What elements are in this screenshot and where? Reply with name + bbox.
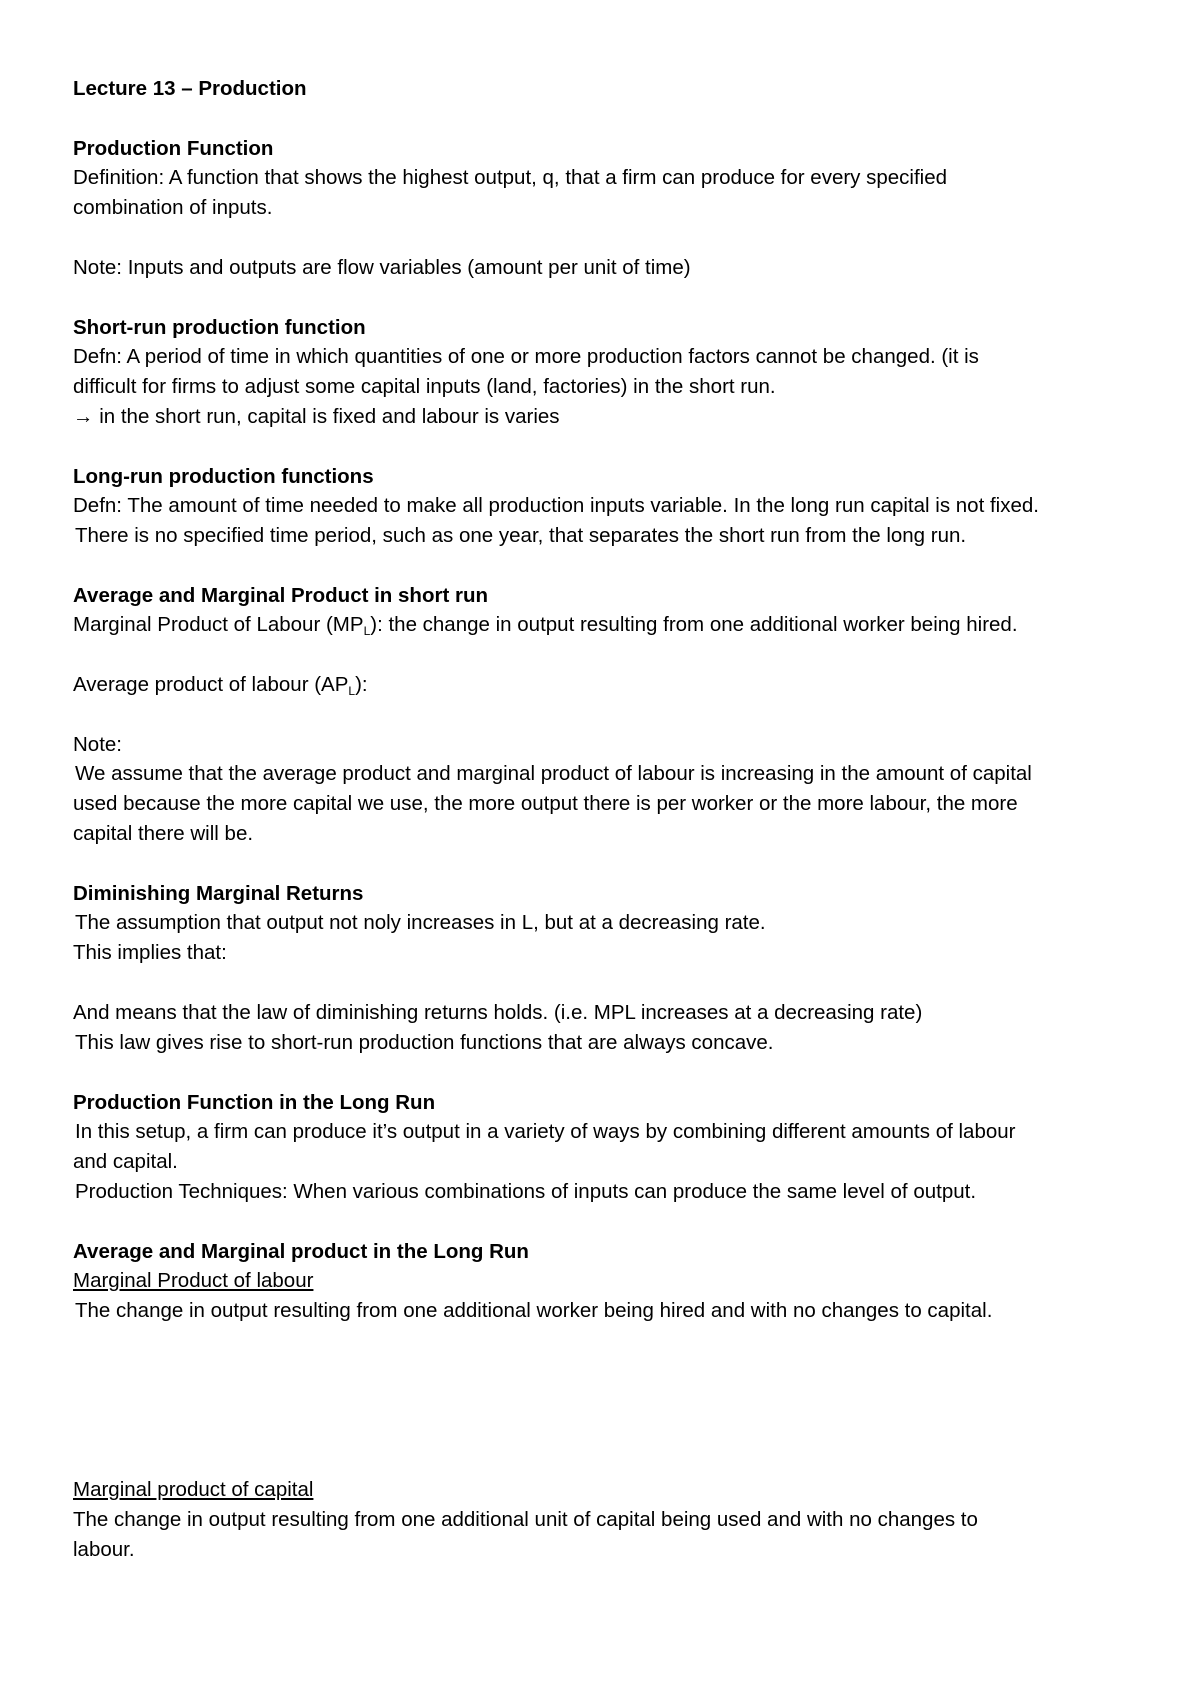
mpk-text-cont: labour. — [73, 1538, 135, 1561]
diminishing-law: And means that the law of diminishing returns holds. (i.e. MPL increases at a decreasing rate) — [73, 1001, 923, 1024]
diminishing-concave: This law gives rise to short-run production functions that are always concave. — [75, 1031, 774, 1054]
right-arrow-icon: → — [73, 405, 94, 428]
long-run-function-text-cont: and capital. — [73, 1150, 178, 1173]
short-run-definition-cont: difficult for firms to adjust some capital inputs (land, factories) in the short run. — [73, 375, 776, 398]
mpl-definition: Marginal Product of Labour $(MP_L)$: the change in output resulting from one additional worker being hired. — [73, 613, 1018, 638]
apl-definition: Average product of labour $(AP_L)$: — [73, 673, 368, 698]
mpk-text: The change in output resulting from one additional unit of capital being used and with no changes to — [73, 1508, 978, 1531]
section-heading-avg-marginal-short: Average and Marginal Product in short run — [73, 584, 488, 607]
section-heading-diminishing: Diminishing Marginal Returns — [73, 882, 364, 905]
note-paragraph-cont: used because the more capital we use, the more output there is per worker or the more labour, the more — [73, 792, 1018, 815]
note-paragraph-end: capital there will be. — [73, 822, 254, 845]
section-heading-long-run-function: Production Function in the Long Run — [73, 1091, 436, 1114]
diminishing-text: The assumption that output not noly increases in L, but at a decreasing rate. — [75, 911, 766, 934]
definition-text-cont: combination of inputs. — [73, 196, 273, 219]
short-run-definition: Defn: A period of time in which quantities of one or more production factors cannot be changed. (it is — [73, 345, 979, 368]
subheading-mpl: Marginal Product of labour — [73, 1269, 314, 1292]
note-text: Note: Inputs and outputs are flow variables (amount per unit of time) — [73, 256, 691, 279]
subheading-mpk: Marginal product of capital — [73, 1478, 314, 1501]
note-label: Note: — [73, 733, 122, 756]
section-heading-production-function: Production Function — [73, 137, 274, 160]
long-run-definition-cont: There is no specified time period, such as one year, that separates the short run from the long run. — [75, 524, 967, 547]
section-heading-avg-marginal-long: Average and Marginal product in the Long Run — [73, 1240, 529, 1263]
short-run-implication-text: in the short run, capital is fixed and labour is varies — [99, 405, 560, 428]
long-run-function-text: In this setup, a firm can produce it’s output in a variety of ways by combining different amounts of labour — [75, 1120, 1016, 1143]
mpl-long-run-text: The change in output resulting from one additional worker being hired and with no changes to capital. — [75, 1299, 993, 1322]
page-title: Lecture 13 – Production — [73, 77, 307, 100]
note-paragraph: We assume that the average product and marginal product of labour is increasing in the amount of capital — [75, 762, 1032, 785]
production-techniques: Production Techniques: When various combinations of inputs can produce the same level of output. — [75, 1180, 977, 1203]
diminishing-implies: This implies that: — [73, 941, 227, 964]
section-heading-long-run: Long-run production functions — [73, 465, 374, 488]
section-heading-short-run: Short-run production function — [73, 316, 366, 339]
short-run-implication — [73, 404, 560, 430]
long-run-definition: Defn: The amount of time needed to make all production inputs variable. In the long run capital is not fixed. — [73, 494, 1039, 517]
definition-text: Definition: A function that shows the highest output, q, that a firm can produce for every specified — [73, 166, 948, 189]
